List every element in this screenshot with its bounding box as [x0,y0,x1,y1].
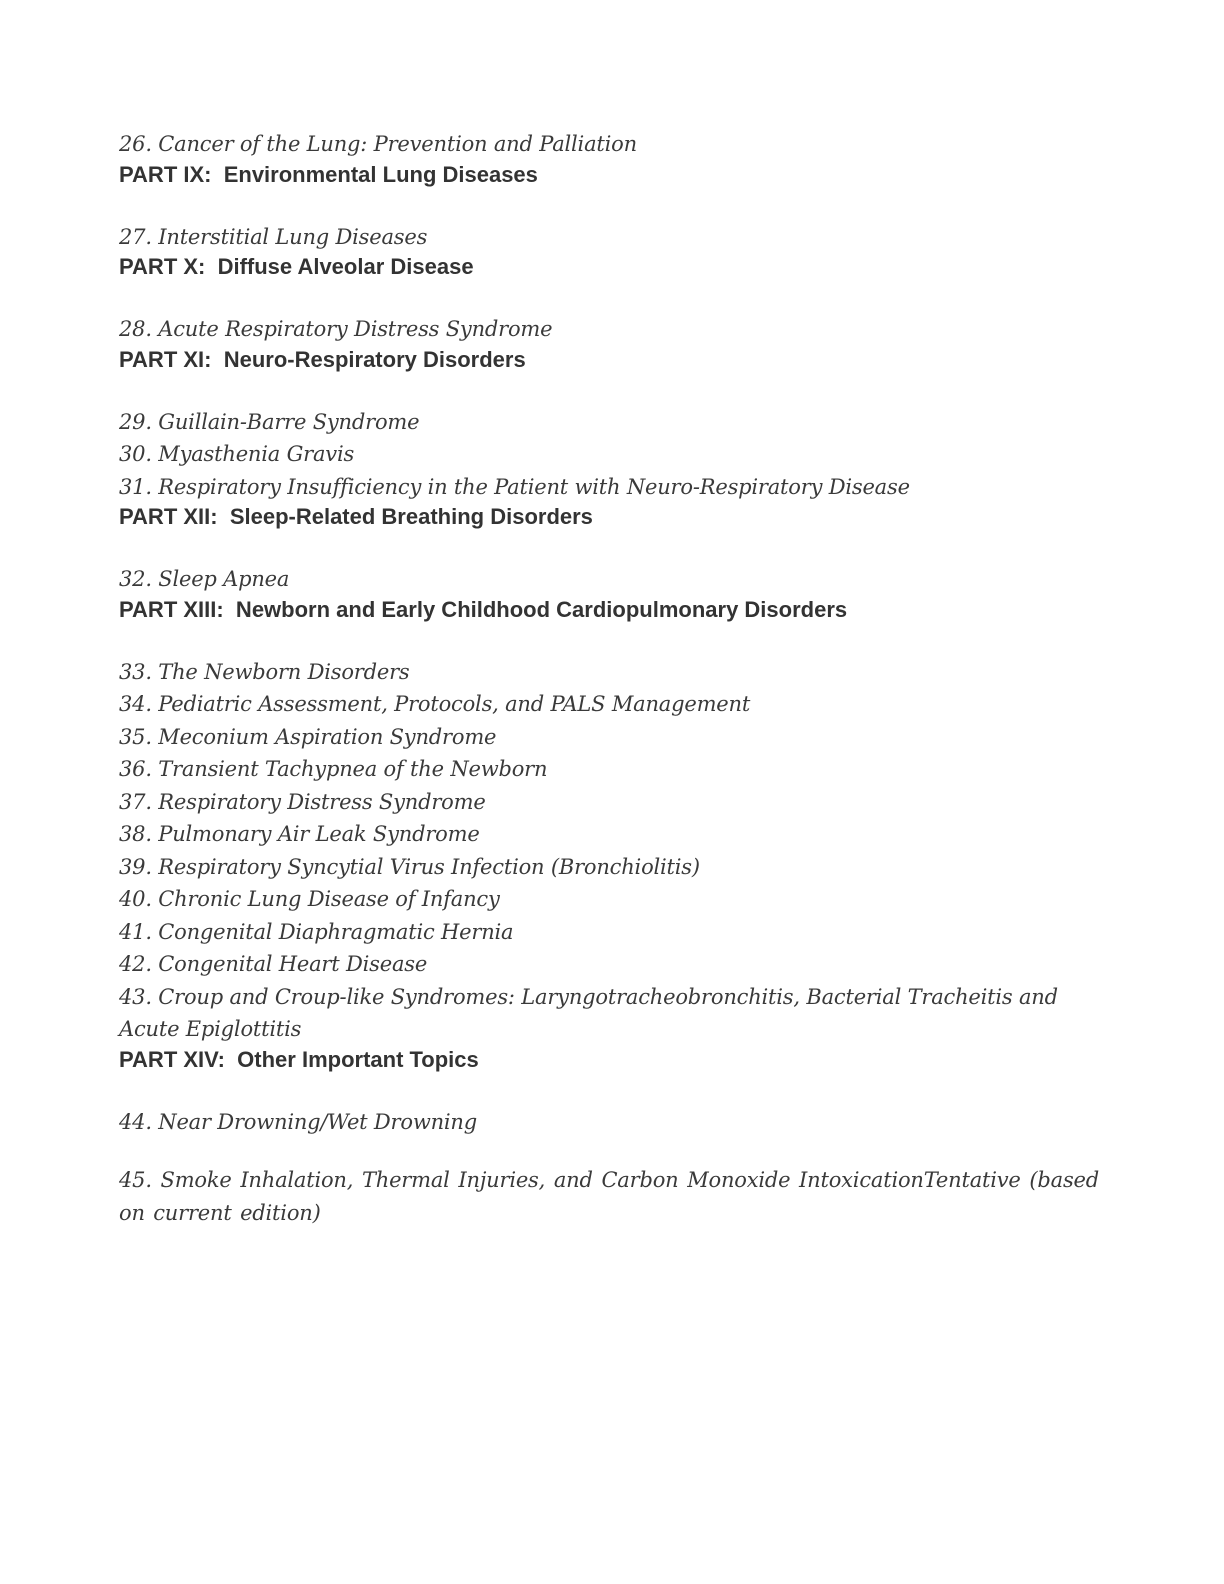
chapter-39: 39. Respiratory Syncytial Virus Infection (Bronchiolitis) [119,854,700,879]
chapter-31: 31. Respiratory Insufficiency in the Patient with Neuro-Respiratory Disease [119,474,910,499]
chapter-35: 35. Meconium Aspiration Syndrome [119,724,497,749]
chapter-45: 45. Smoke Inhalation, Thermal Injuries, and Carbon Monoxide IntoxicationTentative (based on current edition) [119,1168,1099,1225]
chapter-30: 30. Myasthenia Gravis [119,442,355,466]
chapter-28: 28. Acute Respiratory Distress Syndrome [119,317,553,341]
chapter-41: 41. Congenital Diaphragmatic Hernia [119,919,514,944]
document-page [119,128,1099,1229]
chapter-27: 27. Interstitial Lung Diseases [119,224,428,249]
chapter-37: 37. Respiratory Distress Syndrome [119,789,486,814]
part-xi-heading: PART XI: Neuro-Respiratory Disorders [119,346,526,372]
chapter-36: 36. Transient Tachypnea of the Newborn [119,757,548,781]
chapter-38: 38. Pulmonary Air Leak Syndrome [119,822,480,846]
chapter-44: 44. Near Drowning/Wet Drowning [119,1109,478,1134]
chapter-29: 29. Guillain-Barre Syndrome [119,409,420,434]
part-x-heading: PART X: Diffuse Alveolar Disease [119,254,474,279]
chapter-42: 42. Congenital Heart Disease [119,952,428,976]
chapter-40: 40. Chronic Lung Disease of Infancy [119,887,500,911]
part-xiv-heading: PART XIV: Other Important Topics [119,1046,479,1072]
part-xii-heading: PART XII: Sleep-Related Breathing Disorders [119,504,593,529]
chapter-26: 26. Cancer of the Lung: Prevention and Palliation [119,132,637,156]
chapter-32: 32. Sleep Apnea [119,567,290,591]
part-ix-heading: PART IX: Environmental Lung Diseases [119,161,538,187]
chapter-34: 34. Pediatric Assessment, Protocols, and PALS Management [119,692,751,716]
chapter-33: 33. The Newborn Disorders [119,659,410,684]
chapter-43: 43. Croup and Croup-like Syndromes: Laryngotracheobronchitis, Bacterial Tracheitis and Acute Epiglottitis [119,984,1058,1041]
part-xiii-heading: PART XIII: Newborn and Early Childhood Cardiopulmonary Disorders [119,596,848,622]
spacer [119,1138,1099,1164]
